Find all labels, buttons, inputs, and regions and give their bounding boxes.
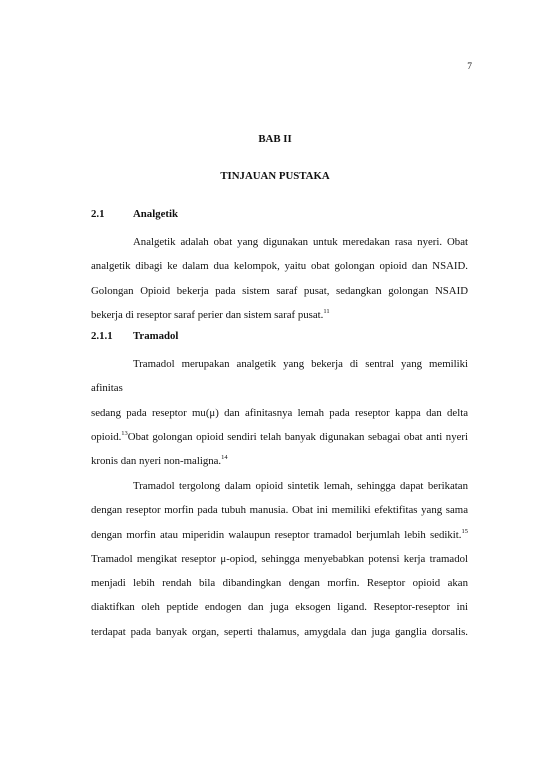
text-line: Analgetik adalah obat yang digunakan untuk meredakan rasa nyeri. Obat xyxy=(133,236,468,248)
text-segment: dengan morfin atau miperidin walaupun reseptor tramadol berjumlah lebih sedikit. xyxy=(91,528,462,541)
text-line xyxy=(91,425,468,449)
reference-superscript: 11 xyxy=(323,307,330,315)
paragraph-analgetik xyxy=(91,230,468,327)
text-segment: Obat golongan opioid sendiri telah banyak digunakan sebagai obat anti nyeri xyxy=(127,430,468,443)
chapter-heading: BAB II xyxy=(258,133,292,145)
text-line: terdapat pada banyak organ, seperti thalamus, amygdala dan juga ganglia dorsalis. xyxy=(91,625,468,638)
text-line: diaktifkan oleh peptide endogen dan juga eksogen ligand. Reseptor-reseptor ini xyxy=(91,601,468,614)
reference-superscript: 14 xyxy=(221,454,228,462)
text-line xyxy=(91,523,468,547)
paragraph-tramadol-1 xyxy=(91,352,468,473)
text-line: analgetik dibagi ke dalam dua kelompok, yaitu obat golongan opioid dan NSAID. xyxy=(91,260,468,273)
text-segment: kronis dan nyeri non-maligna. xyxy=(91,455,222,468)
text-line: Tramadol mengikat reseptor μ-opiod, sehingga menyebabkan potensi kerja tramadol xyxy=(91,552,468,565)
text-segment: opioid. xyxy=(91,430,122,443)
text-line: Tramadol tergolong dalam opioid sintetik lemah, sehingga dapat berikatan xyxy=(133,480,468,492)
chapter-title: TINJAUAN PUSTAKA xyxy=(220,170,330,182)
section-2-1-1-heading xyxy=(91,330,178,342)
section-2-1-heading xyxy=(91,208,178,220)
paragraph-tramadol-2 xyxy=(91,474,468,644)
text-line: Golongan Opioid bekerja pada sistem saraf pusat, sedangkan golongan NSAID xyxy=(91,284,468,297)
section-title: Analgetik xyxy=(133,208,178,220)
text-line: sedang pada reseptor mu(μ) dan afinitasnya lemah pada reseptor kappa dan delta xyxy=(91,406,468,419)
reference-superscript: 15 xyxy=(461,527,468,535)
text-segment: bekerja di reseptor saraf perier dan sistem saraf pusat. xyxy=(91,308,324,321)
section-title: Tramadol xyxy=(133,330,179,342)
section-number: 2.1 xyxy=(91,208,105,220)
text-line xyxy=(91,303,468,327)
section-number: 2.1.1 xyxy=(91,330,113,342)
text-line: Tramadol merupakan analgetik yang bekerja di sentral yang memiliki afinitas xyxy=(91,358,468,395)
text-line: dengan reseptor morfin pada tubuh manusia. Obat ini memiliki efektifitas yang sama xyxy=(91,504,468,517)
reference-superscript: 13 xyxy=(121,429,128,437)
text-line xyxy=(91,449,468,473)
page-number: 7 xyxy=(467,62,472,72)
text-line: menjadi lebih rendah bila dibandingkan dengan morfin. Reseptor opioid akan xyxy=(91,577,468,590)
